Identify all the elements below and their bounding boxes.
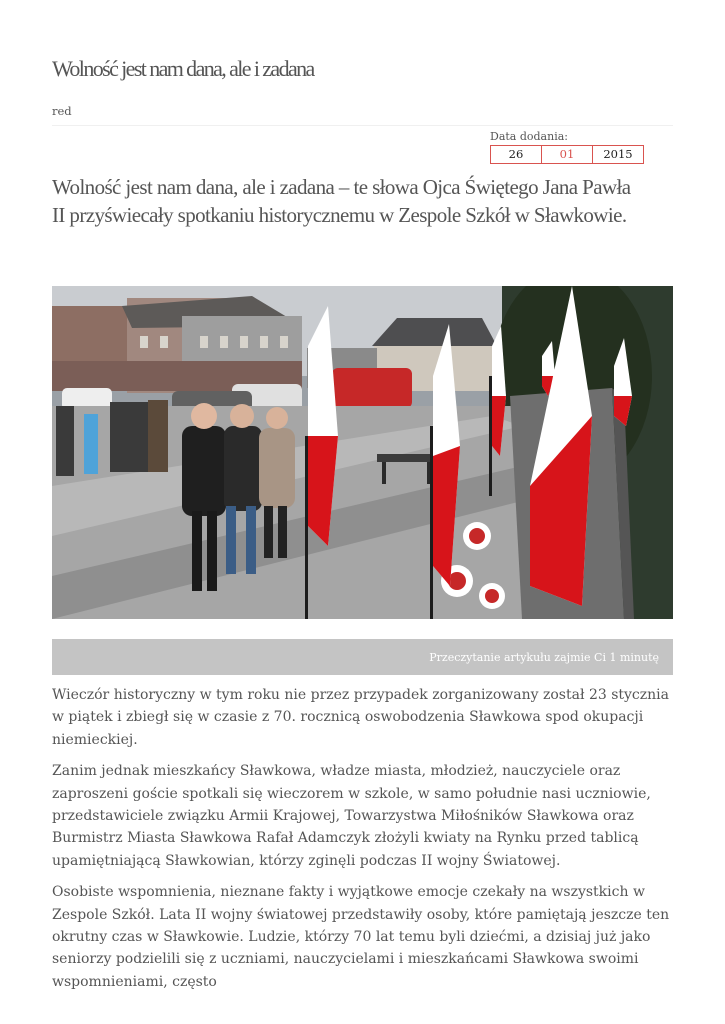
article-paragraph: Osobiste wspomnienia, nieznane fakty i wyjątkowe emocje czekały na wszystkich w Zespole Szkół. Lata II wojny światowej przedstawiły osoby, które pamiętają jeszcze ten okrutny czas w Sławkowie. Ludzie, którzy 70 lat temu byli dziećmi, a dzisiaj już jako seniorzy podzielili się z uczniami, nauczycielami i mieszkańcami Sławkowa swoimi wspomnieniami, często <box>52 884 670 990</box>
date-day: 26 <box>491 146 542 163</box>
date-month: 01 <box>542 146 593 163</box>
divider <box>52 125 673 126</box>
date-year: 2015 <box>603 147 633 161</box>
page-title: Wolność jest nam dana, ale i zadana <box>52 56 314 81</box>
article-paragraph: Wieczór historyczny w tym roku nie przez przypadek zorganizowany został 23 stycznia w piątek i zbiegł się w czasie z 70. rocznicą oswobodzenia Sławkowa spod okupacji niemieckiej. <box>52 687 669 748</box>
article-photo <box>52 286 673 619</box>
article-paragraph: Zanim jednak mieszkańcy Sławkowa, władze miasta, młodzież, nauczyciele oraz zaproszeni goście spotkali się wieczorem w szkole, w samo południe nasi uczniowie, przedstawiciele związku Armii Krajowej, Towarzystwa Miłośników Sławkowa oraz Burmistrz Miasta Sławkowa Rafał Adamczyk złożyli kwiaty na Rynku przed tablicą upamiętniającą Sławkowian, którzy zginęli podczas II wojny Światowej. <box>52 763 651 869</box>
article-body <box>52 684 673 1002</box>
author[interactable]: red <box>52 104 72 118</box>
photo-illustration <box>52 286 673 619</box>
reading-time-bar <box>52 639 673 675</box>
article-lead: Wolność jest nam dana, ale i zadana – te słowa Ojca Świętego Jana Pawła II przyświecały spotkaniu historycznemu w Zespole Szkół w Sławkowie. <box>52 175 631 227</box>
date-label: Data dodania: <box>490 130 568 143</box>
reading-time: Przeczytanie artykułu zajmie Ci 1 minutę <box>429 650 659 664</box>
date-box <box>490 145 644 164</box>
